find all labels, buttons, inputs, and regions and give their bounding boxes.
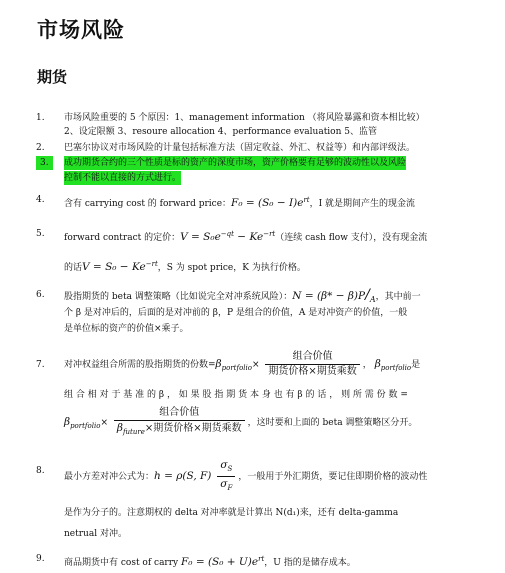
item-text: 是单位标的资产的价值×乘子。 <box>64 324 189 334</box>
item-number: 6. <box>36 290 45 300</box>
list-item <box>36 141 496 157</box>
formula: h = ρ(S, F) <box>154 470 212 482</box>
item-text: 含有 carrying cost 的 forward price：$F_0 = (S_0 - I)e^{rt}$，I 就是期间产生的现金流 <box>64 196 416 209</box>
item-text: 商品期货中有 cost of carry $F_0 = (S_0 + U)e^{rt}$，U 指的是储存成本。 <box>64 555 356 568</box>
list-item <box>36 552 496 568</box>
item-number: 9. <box>36 554 45 564</box>
item-text: 控制不能以直接的方式进行。 <box>64 173 182 183</box>
item-number: 7. <box>36 360 45 370</box>
list-item <box>36 156 496 186</box>
item-text: netrual 对冲。 <box>64 529 127 539</box>
item-text: forward contract 的定价：$V = S_0e^{-qt} - Ke^{-rt}$（连续 cash flow 支付），没有现金流 <box>64 230 428 243</box>
page-title: 市场风险 <box>37 18 125 42</box>
list-item <box>36 193 496 209</box>
formula: N = (β* − β) <box>292 290 359 302</box>
item-text: 2、设定限额 3、resoure allocation 4、performance evaluation 5、监管 <box>64 127 377 137</box>
item-text: $\beta_{portfolio}\times$ $\frac{\text{组合价值}}{\beta_{future}\times 期货价格\times 期货乘数}$ ，这时要和上面的 beta 调整策略区分开。 <box>64 406 417 439</box>
item-text: 是作为分子的。注意期权的 delta 对冲率就是计算出 N(d₁)来，还有 delta-gamma <box>64 508 399 518</box>
fraction: $\frac{\text{组合价值}}{\beta_{future}\times 期货价格\times 期货乘数}$ <box>114 406 245 439</box>
fraction: $\frac{\text{组合价值}}{\text{期货价格×期货乘数}}$ <box>265 350 359 379</box>
item-text: 最小方差对冲公式为：h = ρ(S, F) $\frac{\sigma_S}{\sigma_F}$ ，一般用于外汇期货，要记住即期价格的波动性 <box>64 458 427 495</box>
formula: F₀ = (S₀ − I)e <box>231 197 304 209</box>
item-text: 的话$V = S_0 - Ke^{-rt}$，S 为 spot price，K 为执行价格。 <box>64 260 306 273</box>
fraction: $\frac{\sigma_S}{\sigma_F}$ <box>217 458 235 495</box>
item-number: 4. <box>36 195 45 205</box>
formula: F₀ = (S₀ + U)e <box>180 556 259 568</box>
item-text: 巴塞尔协议对市场风险的计量包括标准方法（固定收益、外汇、权益等）和内部评级法。 <box>64 143 416 153</box>
list-item <box>36 350 496 446</box>
item-text: 市场风险重要的 5 个原因：1、management information （将风险暴露和资本相比较） <box>64 113 425 123</box>
list-item <box>36 111 496 141</box>
item-number: 5. <box>36 229 45 239</box>
section-heading: 期货 <box>37 68 68 86</box>
item-number: 1. <box>36 113 45 123</box>
item-text: 对冲权益组合所需的股指期货的份数$=\beta_{portfolio}\times$ $\frac{\text{组合价值}}{\text{期货价格×期货乘数}}$ ， $\beta_{portfolio}$是 <box>64 351 421 377</box>
list-item <box>36 458 496 538</box>
formula: V = S₀ − Ke <box>82 261 146 273</box>
list-item <box>36 288 496 344</box>
item-number: 8. <box>36 466 45 476</box>
formula: V = S₀e <box>180 231 221 243</box>
item-number: 3. <box>36 156 53 170</box>
item-text: 成功期货合约的三个性质是标的资产的深度市场，资产价格要有足够的波动性以及风险 <box>64 158 407 168</box>
item-number: 2. <box>36 143 45 153</box>
list-item <box>36 227 496 271</box>
item-text: 组 合 相 对 于 基 准 的 β ， 如 果 股 指 期 货 本 身 也 有 β 的 话 ， 则 所 需 份 数 = <box>64 390 408 400</box>
item-text: 个 β 是对冲后的，后面的是对冲前的 β，P 是组合的价值，A 是对冲资产的价值，一般 <box>64 308 408 318</box>
item-text: 股指期货的 beta 调整策略（比如说完全对冲系统风险）：N = (β* − β)P/A，其中前一 <box>64 287 421 304</box>
